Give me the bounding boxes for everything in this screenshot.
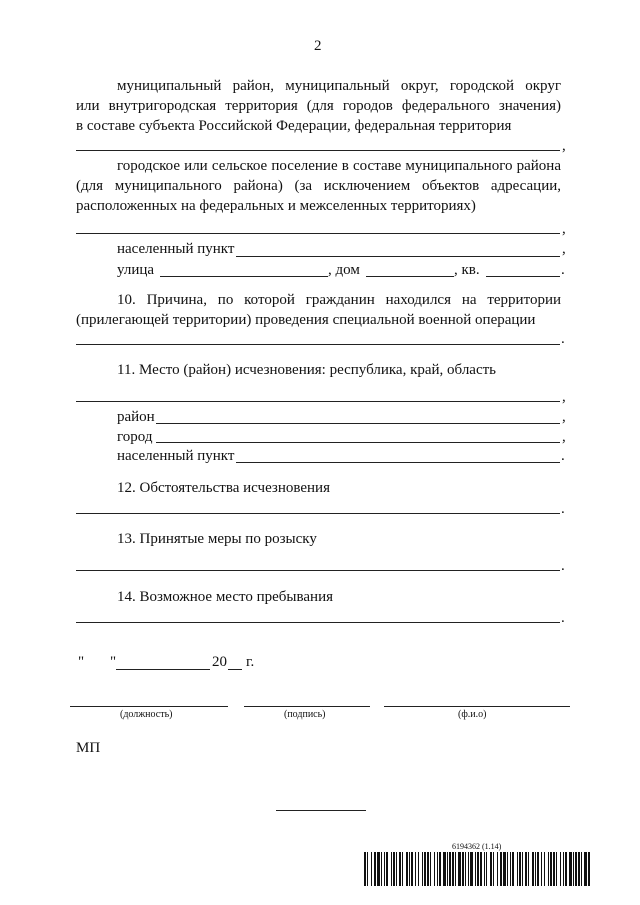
barcode-bar bbox=[452, 852, 454, 886]
item11-period: . bbox=[561, 448, 565, 464]
signature-input-line[interactable] bbox=[244, 706, 370, 707]
barcode-bar bbox=[418, 852, 419, 886]
barcode-bar bbox=[578, 852, 580, 886]
item10-period: . bbox=[561, 331, 565, 347]
barcode-bar bbox=[422, 852, 423, 886]
fio-input-line[interactable] bbox=[384, 706, 570, 707]
street-input-line[interactable] bbox=[160, 276, 328, 277]
barcode-bar bbox=[447, 852, 448, 886]
barcode-bar bbox=[430, 852, 431, 886]
barcode-bar bbox=[415, 852, 416, 886]
barcode-bar bbox=[503, 852, 506, 886]
item11-district-comma: , bbox=[562, 409, 566, 425]
item11-city-label: город bbox=[117, 429, 153, 445]
barcode-bar bbox=[377, 852, 380, 886]
barcode-bar bbox=[364, 852, 366, 886]
barcode-bar bbox=[575, 852, 577, 886]
barcode-bar bbox=[367, 852, 368, 886]
barcode-bar bbox=[507, 852, 508, 886]
barcode-bar bbox=[544, 852, 545, 886]
settlement-input-line[interactable] bbox=[76, 233, 560, 234]
barcode-bar bbox=[528, 852, 529, 886]
address-period: . bbox=[561, 262, 565, 278]
region-label-line-1: муниципальный район, муниципальный округ, городской округ bbox=[117, 78, 561, 94]
item13-period: . bbox=[561, 558, 565, 574]
barcode-bar bbox=[406, 852, 408, 886]
barcode-bar bbox=[584, 852, 587, 886]
barcode-bar bbox=[532, 852, 534, 886]
barcode-bar bbox=[548, 852, 549, 886]
barcode-bar bbox=[399, 852, 401, 886]
barcode-bar bbox=[497, 852, 498, 886]
barcode-bar bbox=[424, 852, 426, 886]
barcode-bar bbox=[565, 852, 567, 886]
region-input-line[interactable] bbox=[76, 150, 560, 151]
house-label: , дом bbox=[328, 262, 360, 278]
barcode-bar bbox=[396, 852, 397, 886]
date-year-prefix: 20 bbox=[212, 654, 227, 670]
item11-district-input-line[interactable] bbox=[156, 423, 560, 424]
date-year-input-line[interactable] bbox=[228, 669, 242, 670]
item11-region-comma: , bbox=[562, 389, 566, 405]
barcode-bar bbox=[465, 852, 466, 886]
barcode-bar bbox=[402, 852, 403, 886]
item11-locality-label: населенный пункт bbox=[117, 448, 235, 464]
item14-input-line[interactable] bbox=[76, 622, 560, 623]
item11-city-comma: , bbox=[562, 429, 566, 445]
barcode-bar bbox=[588, 852, 590, 886]
barcode-bar bbox=[381, 852, 382, 886]
settlement-comma: , bbox=[562, 221, 566, 237]
barcode-bar bbox=[581, 852, 582, 886]
barcode-bar bbox=[560, 852, 561, 886]
barcode-bar bbox=[455, 852, 456, 886]
region-label-line-2: или внутригородская территория (для городов федерального значения) bbox=[76, 98, 561, 114]
barcode-bar bbox=[550, 852, 552, 886]
item11-region-input-line[interactable] bbox=[76, 401, 560, 402]
barcode-bar bbox=[486, 852, 487, 886]
locality-label: населенный пункт bbox=[117, 241, 235, 257]
barcode-bar bbox=[434, 852, 435, 886]
barcode-bar bbox=[480, 852, 482, 886]
barcode-bar bbox=[391, 852, 392, 886]
barcode-bar bbox=[541, 852, 542, 886]
date-year-suffix: г. bbox=[246, 654, 255, 670]
position-input-line[interactable] bbox=[70, 706, 228, 707]
barcode-bar bbox=[556, 852, 557, 886]
settlement-label-line-3: расположенных на федеральных и межселенных территориях) bbox=[76, 198, 476, 214]
item11-city-input-line[interactable] bbox=[156, 442, 560, 443]
barcode-bar bbox=[522, 852, 523, 886]
barcode-bar bbox=[384, 852, 385, 886]
barcode-image bbox=[364, 852, 590, 886]
barcode-bar bbox=[427, 852, 429, 886]
barcode-bar bbox=[569, 852, 572, 886]
barcode-bar bbox=[517, 852, 518, 886]
barcode-bar bbox=[510, 852, 511, 886]
street-label: улица bbox=[117, 262, 155, 278]
apartment-label: , кв. bbox=[454, 262, 480, 278]
locality-input-line[interactable] bbox=[236, 256, 560, 257]
house-input-line[interactable] bbox=[366, 276, 454, 277]
region-label-line-3: в составе субъекта Российской Федерации, федеральная территория bbox=[76, 118, 512, 134]
item12-period: . bbox=[561, 501, 565, 517]
barcode-bar bbox=[475, 852, 476, 886]
settlement-label-line-2: (для муниципального района) (за исключением объектов адресации, bbox=[76, 178, 561, 194]
date-quote-open: " bbox=[78, 654, 85, 670]
item13-label: 13. Принятые меры по розыску bbox=[117, 531, 317, 547]
footer-divider bbox=[276, 810, 366, 811]
barcode-number: 6194362 (1.14) bbox=[452, 842, 502, 851]
barcode-bar bbox=[458, 852, 461, 886]
item12-label: 12. Обстоятельства исчезновения bbox=[117, 480, 330, 496]
barcode-bar bbox=[449, 852, 451, 886]
item11-district-label: район bbox=[117, 409, 155, 425]
barcode-bar bbox=[563, 852, 564, 886]
page-number: 2 bbox=[314, 38, 322, 54]
barcode-bar bbox=[535, 852, 536, 886]
barcode-bar bbox=[409, 852, 410, 886]
region-comma: , bbox=[562, 138, 566, 154]
barcode-bar bbox=[573, 852, 574, 886]
signature-caption: (подпись) bbox=[284, 709, 326, 720]
item14-period: . bbox=[561, 610, 565, 626]
item10-label-line-1: 10. Причина, по которой гражданин находился на территории bbox=[117, 292, 561, 308]
barcode-bar bbox=[553, 852, 555, 886]
barcode-bar bbox=[443, 852, 446, 886]
item12-input-line[interactable] bbox=[76, 513, 560, 514]
barcode-bar bbox=[462, 852, 464, 886]
position-caption: (должность) bbox=[120, 709, 173, 720]
barcode-bar bbox=[393, 852, 395, 886]
barcode-bar bbox=[371, 852, 372, 886]
barcode-bar bbox=[477, 852, 479, 886]
barcode-bar bbox=[500, 852, 502, 886]
stamp-label: МП bbox=[76, 740, 101, 756]
barcode-bar bbox=[437, 852, 438, 886]
date-month-input-line[interactable] bbox=[116, 669, 210, 670]
barcode-bar bbox=[386, 852, 388, 886]
barcode-bar bbox=[411, 852, 413, 886]
apartment-input-line[interactable] bbox=[486, 276, 560, 277]
barcode-bar bbox=[374, 852, 376, 886]
fio-caption: (ф.и.о) bbox=[458, 709, 487, 720]
barcode-bar bbox=[512, 852, 514, 886]
item11-locality-input-line[interactable] bbox=[236, 462, 560, 463]
barcode-bar bbox=[525, 852, 527, 886]
item14-label: 14. Возможное место пребывания bbox=[117, 589, 333, 605]
barcode-bar bbox=[490, 852, 492, 886]
barcode-bar bbox=[537, 852, 539, 886]
item11-label: 11. Место (район) исчезновения: республика, край, область bbox=[117, 362, 497, 378]
barcode-bar bbox=[439, 852, 441, 886]
barcode-bar bbox=[493, 852, 494, 886]
item10-label-line-2: (прилегающей территории) проведения специальной военной операции bbox=[76, 312, 536, 328]
item10-input-line[interactable] bbox=[76, 344, 560, 345]
item13-input-line[interactable] bbox=[76, 570, 560, 571]
barcode-bar bbox=[468, 852, 469, 886]
locality-comma: , bbox=[562, 241, 566, 257]
barcode-bar bbox=[484, 852, 485, 886]
barcode-bar bbox=[519, 852, 521, 886]
date-quote-close: " bbox=[110, 654, 117, 670]
barcode-bar bbox=[470, 852, 473, 886]
settlement-label-line-1: городское или сельское поселение в составе муниципального района bbox=[117, 158, 561, 174]
